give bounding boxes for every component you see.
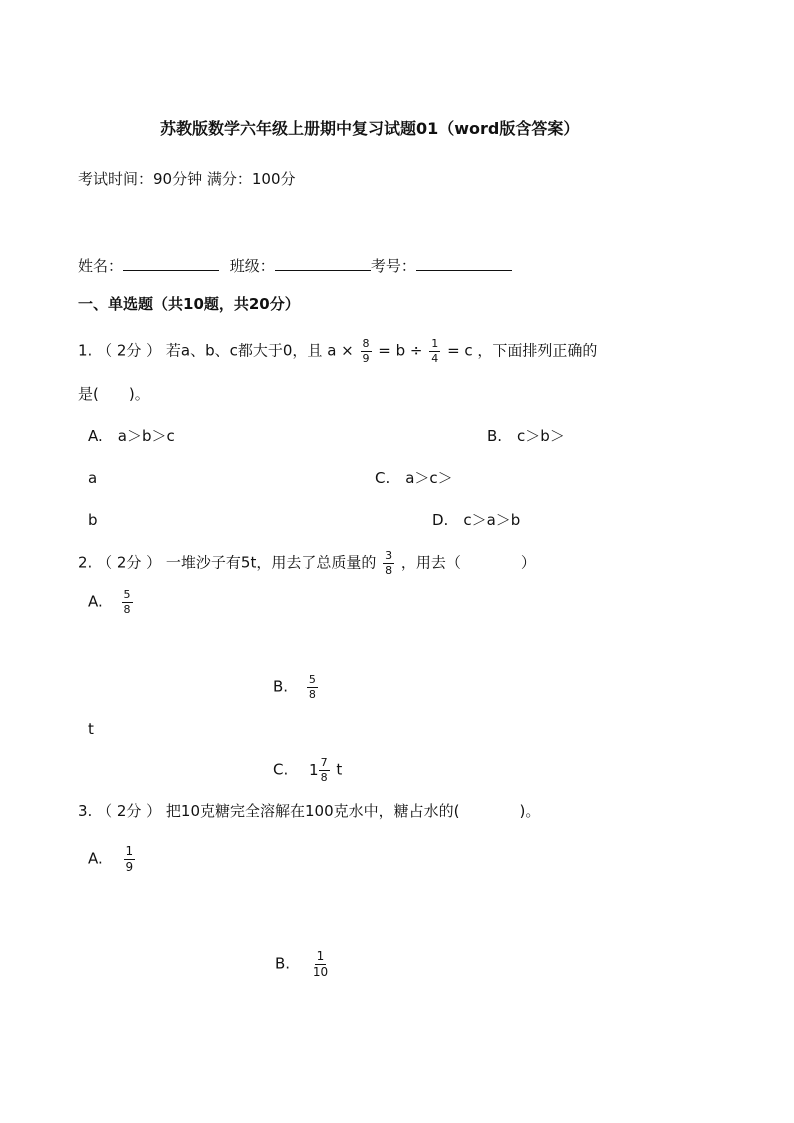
- q1-stem-line2: 是( )。: [78, 385, 150, 403]
- q2-option-c-label: C.: [273, 760, 289, 779]
- q3-option-b[interactable]: [275, 950, 332, 978]
- class-label: 班级：: [229, 257, 275, 275]
- number-blank[interactable]: [416, 256, 512, 271]
- q2-option-b-cont: t: [88, 720, 94, 738]
- q3-option-a-label: A.: [88, 849, 103, 868]
- q1-option-d[interactable]: D. c＞a＞b: [432, 511, 521, 529]
- q2-option-b-fraction: $\frac{5}{8}$: [308, 673, 316, 701]
- page-title: 苏教版数学六年级上册期中复习试题01（word版含答案）: [160, 119, 580, 138]
- student-info-row: [78, 256, 512, 274]
- q1-stem-a: 1. （ 2分 ） 若a、b、c都大于0，且 a ×: [78, 341, 354, 360]
- q2-option-b[interactable]: [273, 674, 320, 700]
- q3-option-a-fraction: $\frac{1}{9}$: [125, 844, 134, 874]
- name-blank[interactable]: [123, 256, 219, 271]
- q2-stem-a: 2. （ 2分 ） 一堆沙子有5t，用去了总质量的: [78, 553, 377, 572]
- q3-option-b-fraction: $\frac{1}{10}$: [312, 949, 329, 979]
- q2-fraction-3-8: $\frac{3}{8}$: [385, 549, 393, 577]
- q2-option-a[interactable]: [88, 589, 135, 615]
- number-label: 考号：: [370, 257, 416, 275]
- q3-stem: 3. （ 2分 ） 把10克糖完全溶解在100克水中，糖占水的( )。: [78, 802, 541, 820]
- q2-option-c[interactable]: [273, 757, 342, 783]
- q1-option-b-cont: a: [88, 469, 98, 487]
- q1-option-c[interactable]: C. a＞c＞: [375, 469, 453, 487]
- q2-option-c-whole: 1: [309, 760, 319, 779]
- q1-fraction-8-9: $\frac{8}{9}$: [362, 337, 370, 365]
- q3-option-a[interactable]: [88, 845, 137, 873]
- q2-option-c-unit: t: [336, 760, 343, 779]
- q1-option-b[interactable]: B. c＞b＞: [487, 427, 565, 445]
- class-blank[interactable]: [275, 256, 371, 271]
- q2-option-b-label: B.: [273, 677, 289, 696]
- name-label: 姓名：: [78, 257, 124, 275]
- q1-stem-c: = c ，下面排列正确的: [447, 341, 598, 360]
- q3-option-b-label: B.: [275, 954, 291, 973]
- q2-option-a-label: A.: [88, 592, 103, 611]
- q1-option-c-cont: b: [88, 511, 98, 529]
- section-heading: 一、单选题（共10题，共20分）: [78, 295, 300, 313]
- exam-info: 考试时间：90分钟 满分：100分: [78, 170, 296, 188]
- q1-stem-b: = b ÷: [378, 341, 423, 360]
- q2-stem-b: ，用去（ ）: [400, 553, 536, 572]
- q2-stem: [78, 550, 536, 576]
- q2-option-a-fraction: $\frac{5}{8}$: [123, 588, 131, 616]
- q1-stem: [78, 338, 597, 364]
- q1-option-a[interactable]: A. a＞b＞c: [88, 427, 175, 445]
- q2-option-c-fraction: $\frac{7}{8}$: [320, 756, 328, 784]
- q1-fraction-1-4: $\frac{1}{4}$: [431, 337, 439, 365]
